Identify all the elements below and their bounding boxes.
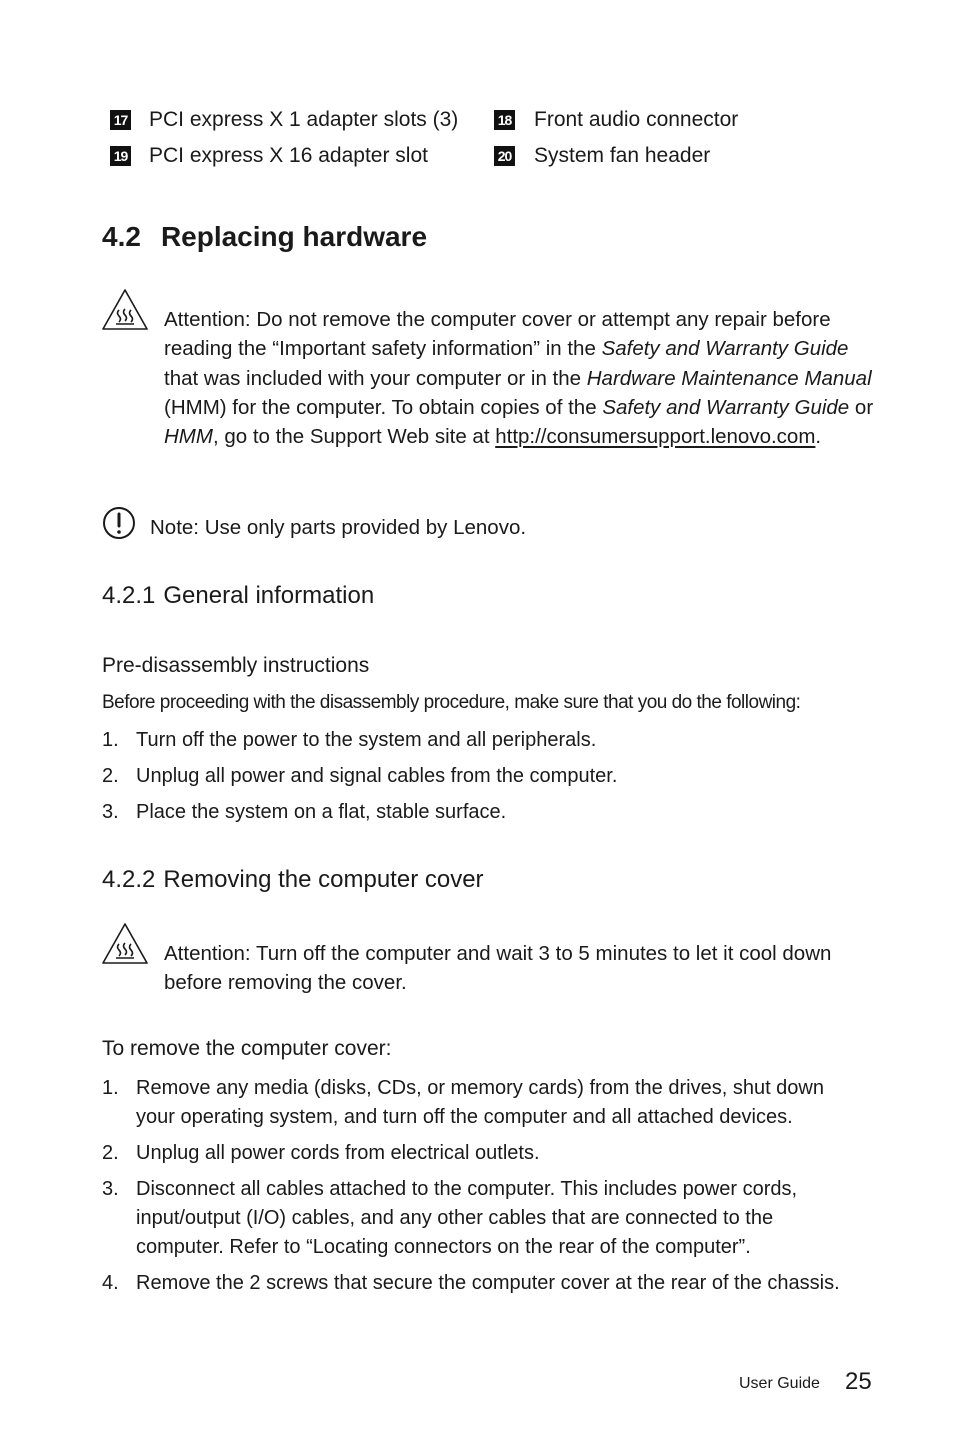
list-item: Place the system on a flat, stable surface.: [136, 801, 507, 823]
attention-label: Attention:: [164, 942, 251, 965]
callout-18-badge: 18: [494, 110, 515, 130]
list-item: Turn off the power to the system and all peripherals.: [136, 729, 597, 751]
list-item: Disconnect all cables attached to the computer. This includes power cords, input/output (I/O) cables, and any other cables that are connected to the computer. Refer to “Locating connectors on the rear of the computer”.: [136, 1178, 798, 1258]
pre-disassembly-lead: Before proceeding with the disassembly procedure, make sure that you do the following:: [102, 692, 801, 713]
footer-label: User Guide: [739, 1375, 820, 1392]
section-heading: [102, 221, 427, 253]
doc-title-hmm-abbr: HMM: [164, 425, 213, 449]
list-item-number: 2.: [102, 765, 119, 787]
note-paragraph: Note: Use only parts provided by Lenovo.: [150, 516, 527, 539]
attention-cool-down-paragraph: Attention: Turn off the computer and wait 3 to 5 minutes to let it cool down before removing the cover.: [164, 942, 832, 995]
list-item-number: 1.: [102, 729, 119, 751]
callout-17-badge: 17: [110, 110, 131, 130]
legend-item-17: PCI express X 1 adapter slots (3): [149, 108, 459, 131]
legend-item-20: System fan header: [534, 144, 711, 167]
list-item-number: 1.: [102, 1077, 119, 1099]
subsection-title: General information: [163, 582, 375, 609]
list-item: Remove any media (disks, CDs, or memory cards) from the drives, shut down your operating system, and turn off the computer and all attached devices.: [136, 1077, 824, 1128]
subsection-title: Removing the computer cover: [163, 866, 484, 893]
doc-title-hmm: Hardware Maintenance Manual: [586, 366, 872, 390]
list-item-number: 4.: [102, 1272, 119, 1294]
doc-title-safety-guide-2: Safety and Warranty Guide: [602, 395, 850, 419]
hot-surface-warning-icon: [101, 921, 149, 967]
subsection-number: 4.2.1: [102, 582, 156, 609]
legend-item-19: PCI express X 16 adapter slot: [149, 144, 428, 167]
note-label: Note:: [150, 516, 199, 539]
subsection-heading-general-information: [102, 582, 374, 610]
subsection-heading-removing-cover: [102, 866, 484, 894]
page-number: 25: [845, 1368, 872, 1395]
section-title: Replacing hardware: [160, 221, 428, 252]
callout-20-badge: 20: [494, 146, 515, 166]
hot-surface-warning-icon: [101, 287, 149, 333]
support-website-link[interactable]: http://consumersupport.lenovo.com: [495, 425, 816, 449]
attention-hardware-paragraph: Attention: Do not remove the computer cover or attempt any repair before reading the “Important safety information” in the Safety and Warranty Guide that was included with your computer or in the Hardware Maintenance Manual (HMM) for the computer. To obtain copies of the Safety and Warranty Guide or HMM, go to the Support Web site at http://consumersupport.lenovo.com.: [164, 308, 874, 449]
list-item-number: 3.: [102, 801, 119, 823]
doc-title-safety-guide: Safety and Warranty Guide: [601, 337, 849, 361]
list-item-number: 3.: [102, 1178, 119, 1200]
list-item: Unplug all power and signal cables from the computer.: [136, 765, 618, 787]
list-item: Remove the 2 screws that secure the computer cover at the rear of the chassis.: [136, 1272, 840, 1294]
attention-label: Attention:: [164, 308, 251, 331]
subsection-number: 4.2.2: [102, 866, 156, 893]
legend-item-18: Front audio connector: [534, 108, 739, 131]
pre-disassembly-heading: Pre-disassembly instructions: [102, 654, 370, 677]
note-exclamation-icon: [102, 506, 136, 540]
section-number: 4.2: [102, 221, 141, 252]
callout-19-badge: 19: [110, 146, 131, 166]
list-item-number: 2.: [102, 1142, 119, 1164]
list-item: Unplug all power cords from electrical outlets.: [136, 1142, 540, 1164]
remove-cover-heading: To remove the computer cover:: [102, 1037, 392, 1060]
